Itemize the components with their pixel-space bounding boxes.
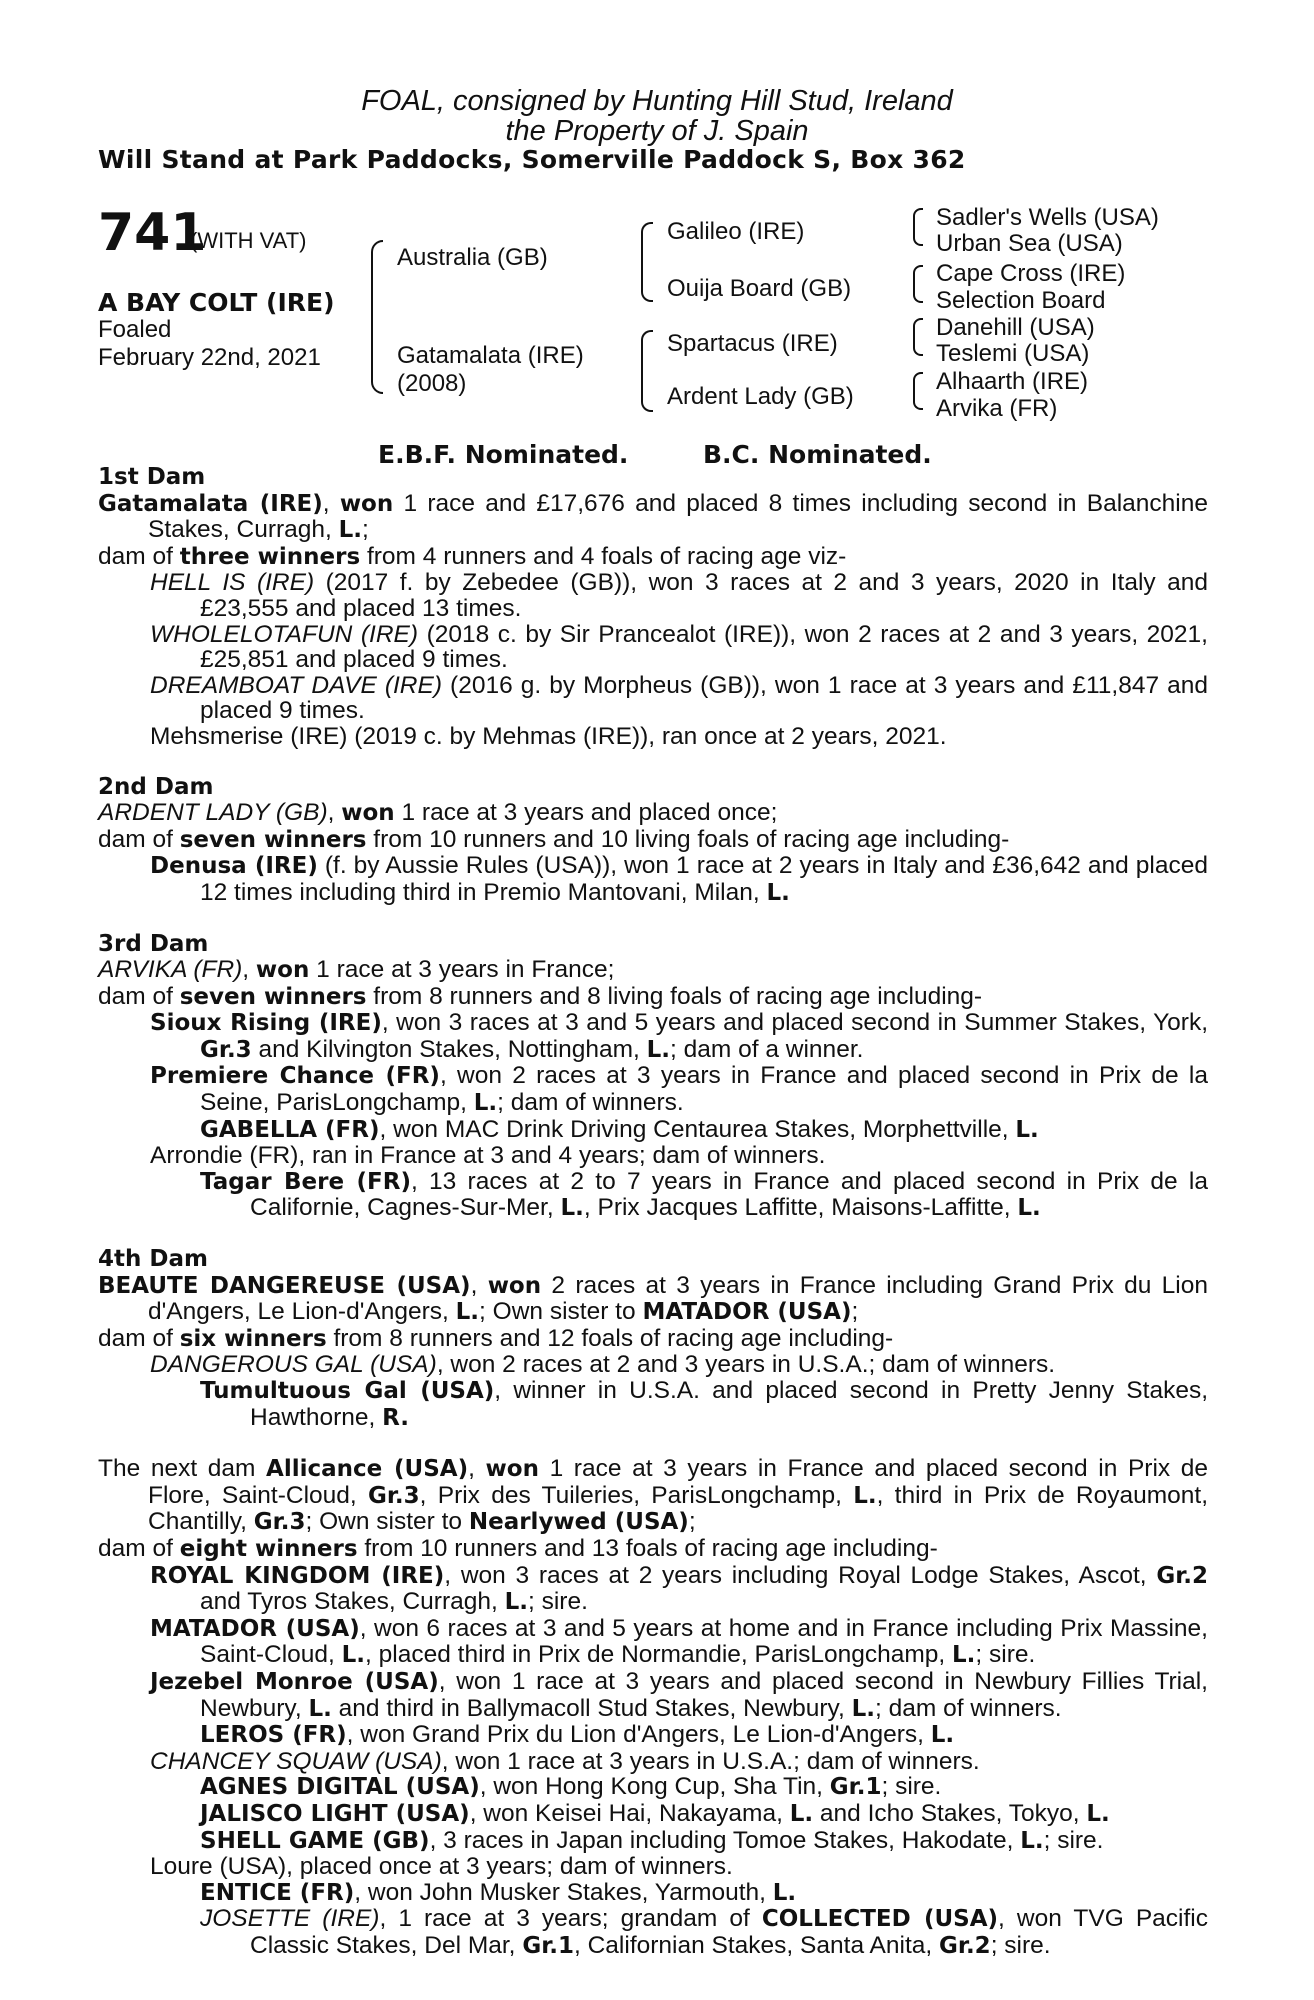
produce-name: CHANCEY SQUAW (USA) <box>150 1747 442 1775</box>
produce-listed: L. <box>646 1036 671 1063</box>
next-dam-grand-produce-4 <box>98 1828 1208 1855</box>
fourth-dam-produce-1 <box>98 1352 1208 1378</box>
produce-text: ; sire. <box>975 1641 1036 1669</box>
produce-text: , won MAC Drink Driving Centaurea Stakes, Morphettville, <box>379 1115 1016 1143</box>
produce-text: ; sire. <box>1043 1826 1104 1854</box>
produce-text: (2018 c. by Sir Prancealot (IRE)), won 2 races at 2 and 3 years, 2021, £25,851 and placed 9 times. <box>200 620 1208 674</box>
next-dam-winners-rest: from 10 runners and 13 foals of racing age including- <box>357 1534 938 1562</box>
next-dam-grand-produce-6 <box>98 1906 1208 1959</box>
third-dam-won: won <box>255 957 310 984</box>
spacer <box>98 907 1208 932</box>
next-dam-produce-5: Loure (USA), placed once at 3 years; dam of winners. <box>150 1853 733 1881</box>
second-dam-name: ARDENT LADY (GB) <box>98 799 328 827</box>
produce-grade: Gr.3 <box>200 1036 252 1063</box>
produce-name: DANGEROUS GAL (USA) <box>150 1351 437 1379</box>
consignor-text: FOAL, consigned by Hunting Hill Stud, Ireland <box>361 85 953 117</box>
produce-listed: L. <box>308 1695 332 1722</box>
third-dam-produce-summary <box>98 984 1208 1011</box>
second-dam-heading: 2nd Dam <box>98 773 214 800</box>
next-dam-text: , Prix des Tuileries, ParisLongchamp, <box>419 1481 854 1509</box>
produce-listed: L. <box>851 1695 876 1722</box>
fourth-dam-heading: 4th Dam <box>98 1246 208 1273</box>
brace-gen2-dam <box>641 330 653 412</box>
produce-text: , won Hong Kong Cup, Sha Tin, <box>479 1773 830 1801</box>
first-dam-produce-4: Mehsmerise (IRE) (2019 c. by Mehmas (IRE)), ran once at 2 years, 2021. <box>150 722 947 750</box>
pedigree-sire-sire: Galileo (IRE) <box>667 218 805 245</box>
first-dam-produce-summary <box>98 544 1208 571</box>
third-dam-grand-produce-1 <box>98 1117 1208 1144</box>
produce-text: , won 1 race at 3 years and placed second in Newbury Fillies Trial, Newbury, <box>200 1667 1208 1722</box>
spacer <box>98 750 1208 775</box>
third-dam-name: ARVIKA (FR) <box>98 956 243 984</box>
second-dam-winners: seven winners <box>179 826 367 853</box>
first-dam-listed: L. <box>338 517 363 544</box>
produce-text: , won John Musker Stakes, Yarmouth, <box>354 1878 773 1906</box>
produce-listed: L. <box>1015 1116 1039 1143</box>
pedigree-dam-dam: Ardent Lady (GB) <box>667 383 854 410</box>
next-dam-sister: Nearlywed (USA) <box>468 1509 689 1536</box>
first-dam-record: Gatamalata (IRE), won 1 race and £17,676 and placed 8 times including second in Balanchine Stakes, Curragh, L.; <box>98 489 1208 544</box>
next-dam-name: Allicance (USA) <box>266 1456 469 1483</box>
produce-name: Jezebel Monroe (USA) <box>150 1668 439 1695</box>
pedigree-dds: Alhaarth (IRE) <box>936 368 1089 395</box>
fourth-dam-grand-produce-1 <box>98 1378 1208 1431</box>
produce-text: , won 2 races at 2 and 3 years in U.S.A.; dam of winners. <box>436 1351 1056 1379</box>
brace-gen3-d <box>913 372 923 410</box>
produce-name: Tumultuous Gal (USA) <box>200 1378 495 1404</box>
third-dam-text: 1 race at 3 years in France; <box>309 956 615 984</box>
produce-text: , placed third in Prix de Normandie, ParisLongchamp, <box>365 1641 952 1669</box>
produce-text: and Icho Stakes, Tokyo, <box>813 1799 1087 1827</box>
produce-name: Premiere Chance (FR) <box>150 1063 440 1090</box>
first-dam-semi: ; <box>362 516 369 544</box>
fourth-dam-record: BEAUTE DANGEREUSE (USA), won 2 races at 3 years in France including Grand Prix du Lion d'Angers, Le Lion-d'Angers, L.; Own sister to MATADOR (USA); <box>98 1271 1208 1326</box>
produce-text: , won 2 races at 3 years in France and placed second in Prix de la Seine, ParisLongchamp, <box>200 1062 1209 1117</box>
third-dam-produce-1 <box>98 1010 1208 1063</box>
pedigree-dam: Gatamalata (IRE) <box>397 342 584 369</box>
produce-text: (f. by Aussie Rules (USA)), won 1 race at 2 years in Italy and £36,642 and placed 12 times including third in Premio Mantovani, Milan, <box>200 852 1208 906</box>
produce-text: , Prix Jacques Laffitte, Maisons-Laffitte, <box>583 1194 1018 1222</box>
first-dam-dam-of: dam of <box>98 542 180 570</box>
second-dam-produce-summary <box>98 827 1208 854</box>
produce-text: ; dam of a winner. <box>670 1035 864 1063</box>
produce-text: , won 3 races at 3 and 5 years and placed second in Summer Stakes, York, <box>381 1009 1209 1037</box>
next-dam-grand-produce-1 <box>98 1722 1208 1749</box>
next-dam-grand-produce-5 <box>98 1880 1208 1907</box>
fourth-dam-produce-summary <box>98 1326 1208 1353</box>
produce-listed: L. <box>951 1642 976 1669</box>
produce-text: , won Grand Prix du Lion d'Angers, Le Lion-d'Angers, <box>346 1721 931 1749</box>
next-dam-intro: The next dam <box>98 1455 267 1483</box>
brace-gen1 <box>371 240 383 394</box>
produce-grade: Gr.2 <box>939 1932 991 1959</box>
produce-text: , won 6 races at 3 and 5 years at home and in France including Prix Massine, Saint-Cloud, <box>200 1614 1208 1669</box>
fourth-dam-listed: L. <box>455 1299 480 1326</box>
pedigree-sire-dam: Ouija Board (GB) <box>667 275 852 302</box>
ebf-nomination: E.B.F. Nominated. <box>378 440 629 469</box>
next-dam-record: The next dam Allicance (USA), won 1 race at 3 years in France and placed second in Prix de Flore, Saint-Cloud, Gr.3, Prix des Tuileries, ParisLongchamp, L., third in Prix de Royaumont, Chantilly, Gr.3; Own sister to Nearlywed (USA); <box>98 1455 1209 1536</box>
lot-title: A BAY COLT (IRE) <box>98 288 335 317</box>
next-dam-listed: L. <box>853 1482 877 1509</box>
fourth-dam-text: 2 races at 3 years in France including Grand Prix du Lion d'Angers, Le Lion-d'Angers, <box>148 1271 1208 1326</box>
vat-note: (WITH VAT) <box>190 228 307 253</box>
produce-text: ; sire. <box>528 1588 588 1616</box>
fourth-dam-name: BEAUTE DANGEREUSE (USA) <box>98 1272 471 1299</box>
produce-name: SHELL GAME (GB) <box>200 1827 430 1854</box>
fourth-dam-dam-of: dam of <box>98 1324 180 1352</box>
produce-name: HELL IS (IRE) <box>150 569 315 597</box>
produce-name: JALISCO LIGHT (USA) <box>200 1800 470 1827</box>
fourth-dam-won: won <box>487 1272 542 1299</box>
second-dam-dam-of: dam of <box>98 825 180 853</box>
produce-text: , 13 races at 2 to 7 years in France and placed second in Prix de la Californie, Cagnes-Sur-Mer, <box>250 1167 1208 1222</box>
third-dam-record: ARVIKA (FR), won 1 race at 3 years in France; <box>98 956 615 984</box>
next-dam-dam-of: dam of <box>98 1534 180 1562</box>
first-dam-produce-3 <box>98 673 1208 724</box>
next-dam-semi: ; <box>688 1508 696 1536</box>
fourth-dam-semi: ; <box>851 1298 859 1326</box>
fourth-dam-text: ; Own sister to <box>479 1298 643 1326</box>
produce-name: GABELLA (FR) <box>200 1116 380 1143</box>
next-dam-text: 1 race at 3 years in France and placed second in Prix de Flore, Saint-Cloud, <box>148 1455 1209 1509</box>
third-dam-grand-produce-2 <box>98 1169 1208 1222</box>
lot-number: 741 <box>98 203 207 263</box>
consignor-line <box>0 86 1314 146</box>
stand-location: Will Stand at Park Paddocks, Somerville Paddock S, Box 362 <box>98 145 966 174</box>
produce-name: WHOLELOTAFUN (IRE) <box>150 620 419 648</box>
foaled-date: February 22nd, 2021 <box>98 344 321 371</box>
produce-name: Sioux Rising (IRE) <box>150 1010 382 1037</box>
produce-text: and Kilvington Stakes, Nottingham, <box>251 1035 647 1063</box>
next-dam-produce-2 <box>98 1616 1208 1669</box>
second-dam-won: won <box>341 800 395 827</box>
pedigree-sire: Australia (GB) <box>397 244 548 271</box>
first-dam-winners-rest: from 4 runners and 4 foals of racing age viz- <box>360 542 847 570</box>
next-dam-winners: eight winners <box>179 1535 358 1562</box>
produce-grade: Gr.1 <box>829 1774 882 1801</box>
produce-text: , won TVG Pacific Classic Stakes, Del Mar, <box>250 1905 1208 1959</box>
produce-listed: L. <box>1020 1827 1044 1854</box>
pedigree-sss: Sadler's Wells (USA) <box>936 204 1159 231</box>
produce-name: DREAMBOAT DAVE (IRE) <box>150 671 442 699</box>
next-dam-produce-4 <box>98 1749 1208 1775</box>
next-dam-text: ; Own sister to <box>305 1508 469 1536</box>
produce-text: ; sire. <box>881 1773 942 1801</box>
pedigree-dss: Danehill (USA) <box>936 314 1095 341</box>
pedigree-sds: Cape Cross (IRE) <box>936 260 1126 287</box>
next-dam-grand-produce-2 <box>98 1774 1208 1801</box>
produce-listed: L. <box>766 879 790 906</box>
third-dam-winners-rest: from 8 runners and 8 living foals of racing age including- <box>366 982 983 1010</box>
pedigree-ssd: Urban Sea (USA) <box>936 230 1123 257</box>
produce-text: ; dam of winners. <box>497 1089 684 1117</box>
foaled-label: Foaled <box>98 316 172 343</box>
produce-text: and third in Ballymacoll Stud Stakes, Newbury, <box>331 1694 852 1722</box>
second-dam-produce-1 <box>98 853 1208 906</box>
property-text: the Property of J. Spain <box>505 115 809 147</box>
brace-gen3-b <box>913 265 923 303</box>
produce-listed: L. <box>504 1589 528 1616</box>
next-dam-grade: Gr.3 <box>367 1482 420 1509</box>
produce-listed: L. <box>341 1642 366 1669</box>
pedigree-sdd: Selection Board <box>936 287 1106 314</box>
produce-name: LEROS (FR) <box>200 1722 347 1749</box>
next-dam-won: won <box>485 1456 539 1483</box>
produce-name: ENTICE (FR) <box>200 1879 355 1906</box>
produce-listed: L. <box>1086 1800 1110 1827</box>
third-dam-winners: seven winners <box>179 983 367 1010</box>
produce-text: , winner in U.S.A. and placed second in Pretty Jenny Stakes, Hawthorne, <box>250 1377 1208 1431</box>
produce-name: AGNES DIGITAL (USA) <box>200 1774 480 1801</box>
pedigree-notes <box>98 465 1208 1959</box>
first-dam-winners: three winners <box>179 543 361 570</box>
brace-gen3-a <box>913 208 923 246</box>
next-dam-grand-produce-3 <box>98 1801 1208 1828</box>
produce-restricted: R. <box>382 1404 409 1431</box>
produce-text: ; sire. <box>990 1931 1051 1959</box>
produce-grade: Gr.2 <box>1156 1562 1208 1589</box>
third-dam-produce-3: Arrondie (FR), ran in France at 3 and 4 years; dam of winners. <box>150 1142 826 1170</box>
produce-name: MATADOR (USA) <box>150 1615 360 1642</box>
first-dam-produce-1 <box>98 570 1208 621</box>
produce-text: , 1 race at 3 years; grandam of <box>379 1905 762 1933</box>
second-dam-record: ARDENT LADY (GB), won 1 race at 3 years and placed once; <box>98 799 778 827</box>
first-dam-won: won <box>339 490 394 517</box>
produce-listed: L. <box>560 1195 584 1222</box>
pedigree-dam-year: (2008) <box>397 370 467 397</box>
second-dam-text: 1 race at 3 years and placed once; <box>394 799 778 827</box>
produce-text: , won 3 races at 2 years including Royal Lodge Stakes, Ascot, <box>444 1561 1157 1589</box>
produce-text: , 3 races in Japan including Tomoe Stakes, Hakodate, <box>429 1826 1021 1854</box>
brace-gen2-sire <box>641 222 653 302</box>
produce-grade: Gr.1 <box>522 1932 574 1959</box>
produce-listed: L. <box>772 1879 797 1906</box>
spacer <box>98 1431 1208 1456</box>
next-dam-grade: Gr.3 <box>253 1509 306 1536</box>
produce-text: (2016 g. by Morpheus (GB)), won 1 race at 3 years and £11,847 and placed 9 times. <box>200 671 1208 725</box>
pedigree-dsd: Teslemi (USA) <box>936 340 1090 367</box>
produce-text: and Tyros Stakes, Curragh, <box>200 1588 505 1616</box>
produce-name: COLLECTED (USA) <box>761 1906 999 1933</box>
second-dam-winners-rest: from 10 runners and 10 living foals of racing age including- <box>366 825 1010 853</box>
produce-text: ; dam of winners. <box>875 1694 1062 1722</box>
next-dam-produce-3 <box>98 1669 1208 1722</box>
produce-name: JOSETTE (IRE) <box>200 1905 380 1933</box>
next-dam-produce-summary <box>98 1536 1208 1563</box>
foaled-info <box>98 316 321 372</box>
produce-text: , won 1 race at 3 years in U.S.A.; dam of winners. <box>441 1747 980 1775</box>
fourth-dam-winners-rest: from 8 runners and 12 foals of racing age including- <box>326 1324 894 1352</box>
third-dam-produce-2 <box>98 1063 1208 1116</box>
fourth-dam-sister: MATADOR (USA) <box>642 1299 852 1326</box>
third-dam-heading: 3rd Dam <box>98 930 209 957</box>
first-dam-produce-2 <box>98 622 1208 673</box>
first-dam-text: 1 race and £17,676 and placed 8 times including second in Balanchine Stakes, Curragh, <box>148 489 1208 544</box>
produce-listed: L. <box>789 1800 814 1827</box>
spacer <box>98 1222 1208 1247</box>
produce-name: Denusa (IRE) <box>150 853 318 880</box>
next-dam-text: , third in Prix de Royaumont, Chantilly, <box>148 1481 1209 1536</box>
produce-listed: L. <box>1017 1195 1041 1222</box>
first-dam-name: Gatamalata (IRE) <box>98 490 323 517</box>
produce-name: Tagar Bere (FR) <box>200 1168 411 1195</box>
produce-listed: L. <box>473 1090 498 1117</box>
produce-listed: L. <box>930 1722 955 1749</box>
fourth-dam-winners: six winners <box>179 1325 327 1352</box>
third-dam-dam-of: dam of <box>98 982 180 1010</box>
pedigree-dam-sire: Spartacus (IRE) <box>667 330 838 357</box>
brace-gen3-c <box>913 318 923 356</box>
bc-nomination: B.C. Nominated. <box>703 440 932 469</box>
next-dam-produce-1 <box>98 1563 1208 1616</box>
produce-text: , Californian Stakes, Santa Anita, <box>574 1931 939 1959</box>
pedigree-ddd: Arvika (FR) <box>936 395 1058 422</box>
produce-name: ROYAL KINGDOM (IRE) <box>150 1562 445 1589</box>
first-dam-heading: 1st Dam <box>98 464 206 490</box>
produce-text: (2017 f. by Zebedee (GB)), won 3 races at 2 and 3 years, 2020 in Italy and £23,555 and placed 13 times. <box>200 569 1208 622</box>
produce-text: , won Keisei Hai, Nakayama, <box>469 1799 790 1827</box>
